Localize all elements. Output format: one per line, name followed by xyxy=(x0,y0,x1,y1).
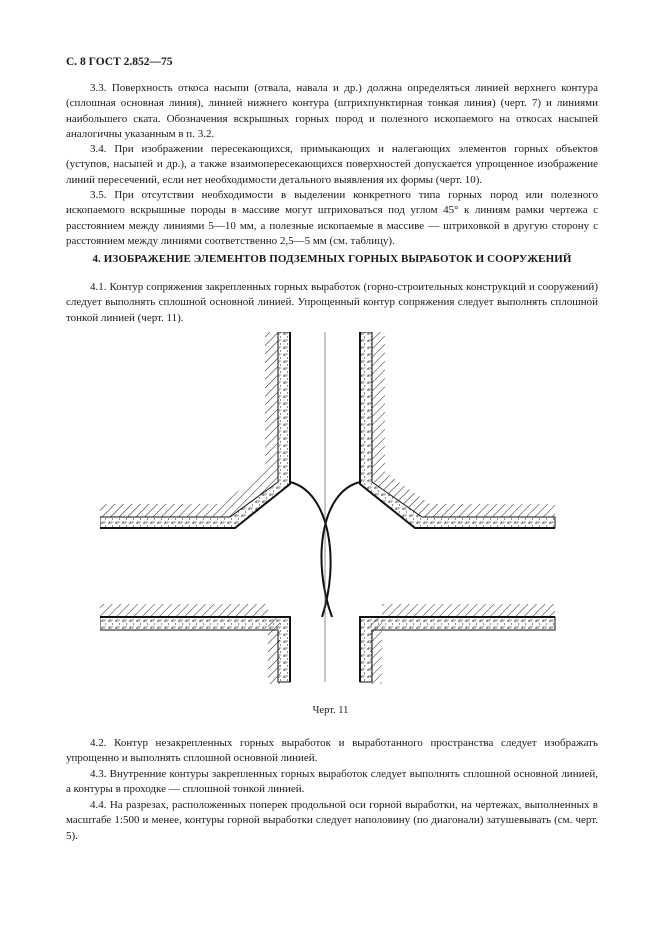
paragraph-4-4: 4.4. На разрезах, расположенных поперек продольной оси горной выработки, на чертежах, выполненных в масштабе 1:500 и менее, контуры горной выработки следует наполовину (по диагонали) затушевывать (см. черт. 5). xyxy=(66,799,598,842)
rock-hatching xyxy=(100,332,555,684)
figure-caption: Черт. 11 xyxy=(312,705,349,716)
paragraph-4-3: 4.3. Внутренние контуры закрепленных горных выработок следует выполнять сплошной основной линией, а контуры в проходке — сплошной тонкой линией. xyxy=(66,768,598,796)
page-header: С. 8 ГОСТ 2.852—75 xyxy=(66,56,173,68)
section-heading: 4. ИЗОБРАЖЕНИЕ ЭЛЕМЕНТОВ ПОДЗЕМНЫХ ГОРНЫХ ВЫРАБОТОК И СООРУЖЕНИЙ xyxy=(92,253,572,265)
paragraph-4-2: 4.2. Контур незакрепленных горных выработок и выработанного пространства следует изображать упрощенно и выполнять сплошной основной линией. xyxy=(66,737,598,765)
paragraph-3-3: 3.3. Поверхность откоса насыпи (отвала, навала и др.) должна определяться линией верхнего контура (сплошная основная линия), линией нижнего контура (штрихпунктирная тонкая линия) (черт. 7) и линиями наибольшего ската. Обозначения вскрышных горных пород и полезного ископаемого на откосах насыпей аналогичны указанным в п. 3.2. xyxy=(66,82,598,141)
paragraph-3-4: 3.4. При изображении пересекающихся, примыкающих и налегающих элементов горных объектов (уступов, насыпей и др.), а также взаимопересекающихся поверхностей допускается упрощенное изображение линий пересечений, если нет необходимости детального выявления их формы (черт. 10). xyxy=(66,143,598,186)
paragraph-3-5: 3.5. При отсутствии необходимости в выделении конкретного типа горных пород или полезного ископаемого вскрышные породы в массиве могут штриховаться под углом 45° к линиям рамки чертежа с расстоянием между линиями 5—10 мм, а полезные ископаемые в массиве — штриховкой в другую сторону с расстоянием между линиями соответственно 2,5—5 мм (см. таблицу). xyxy=(66,189,598,248)
drawing-11 xyxy=(100,332,560,692)
paragraph-4-1: 4.1. Контур сопряжения закрепленных горных выработок (горно-строительных конструкций и сооружений) следует выполнять сплошной основной линией. Упрощенный контур сопряжения следует выполнять сплошной тонкой линией (черт. 11). xyxy=(66,281,598,324)
